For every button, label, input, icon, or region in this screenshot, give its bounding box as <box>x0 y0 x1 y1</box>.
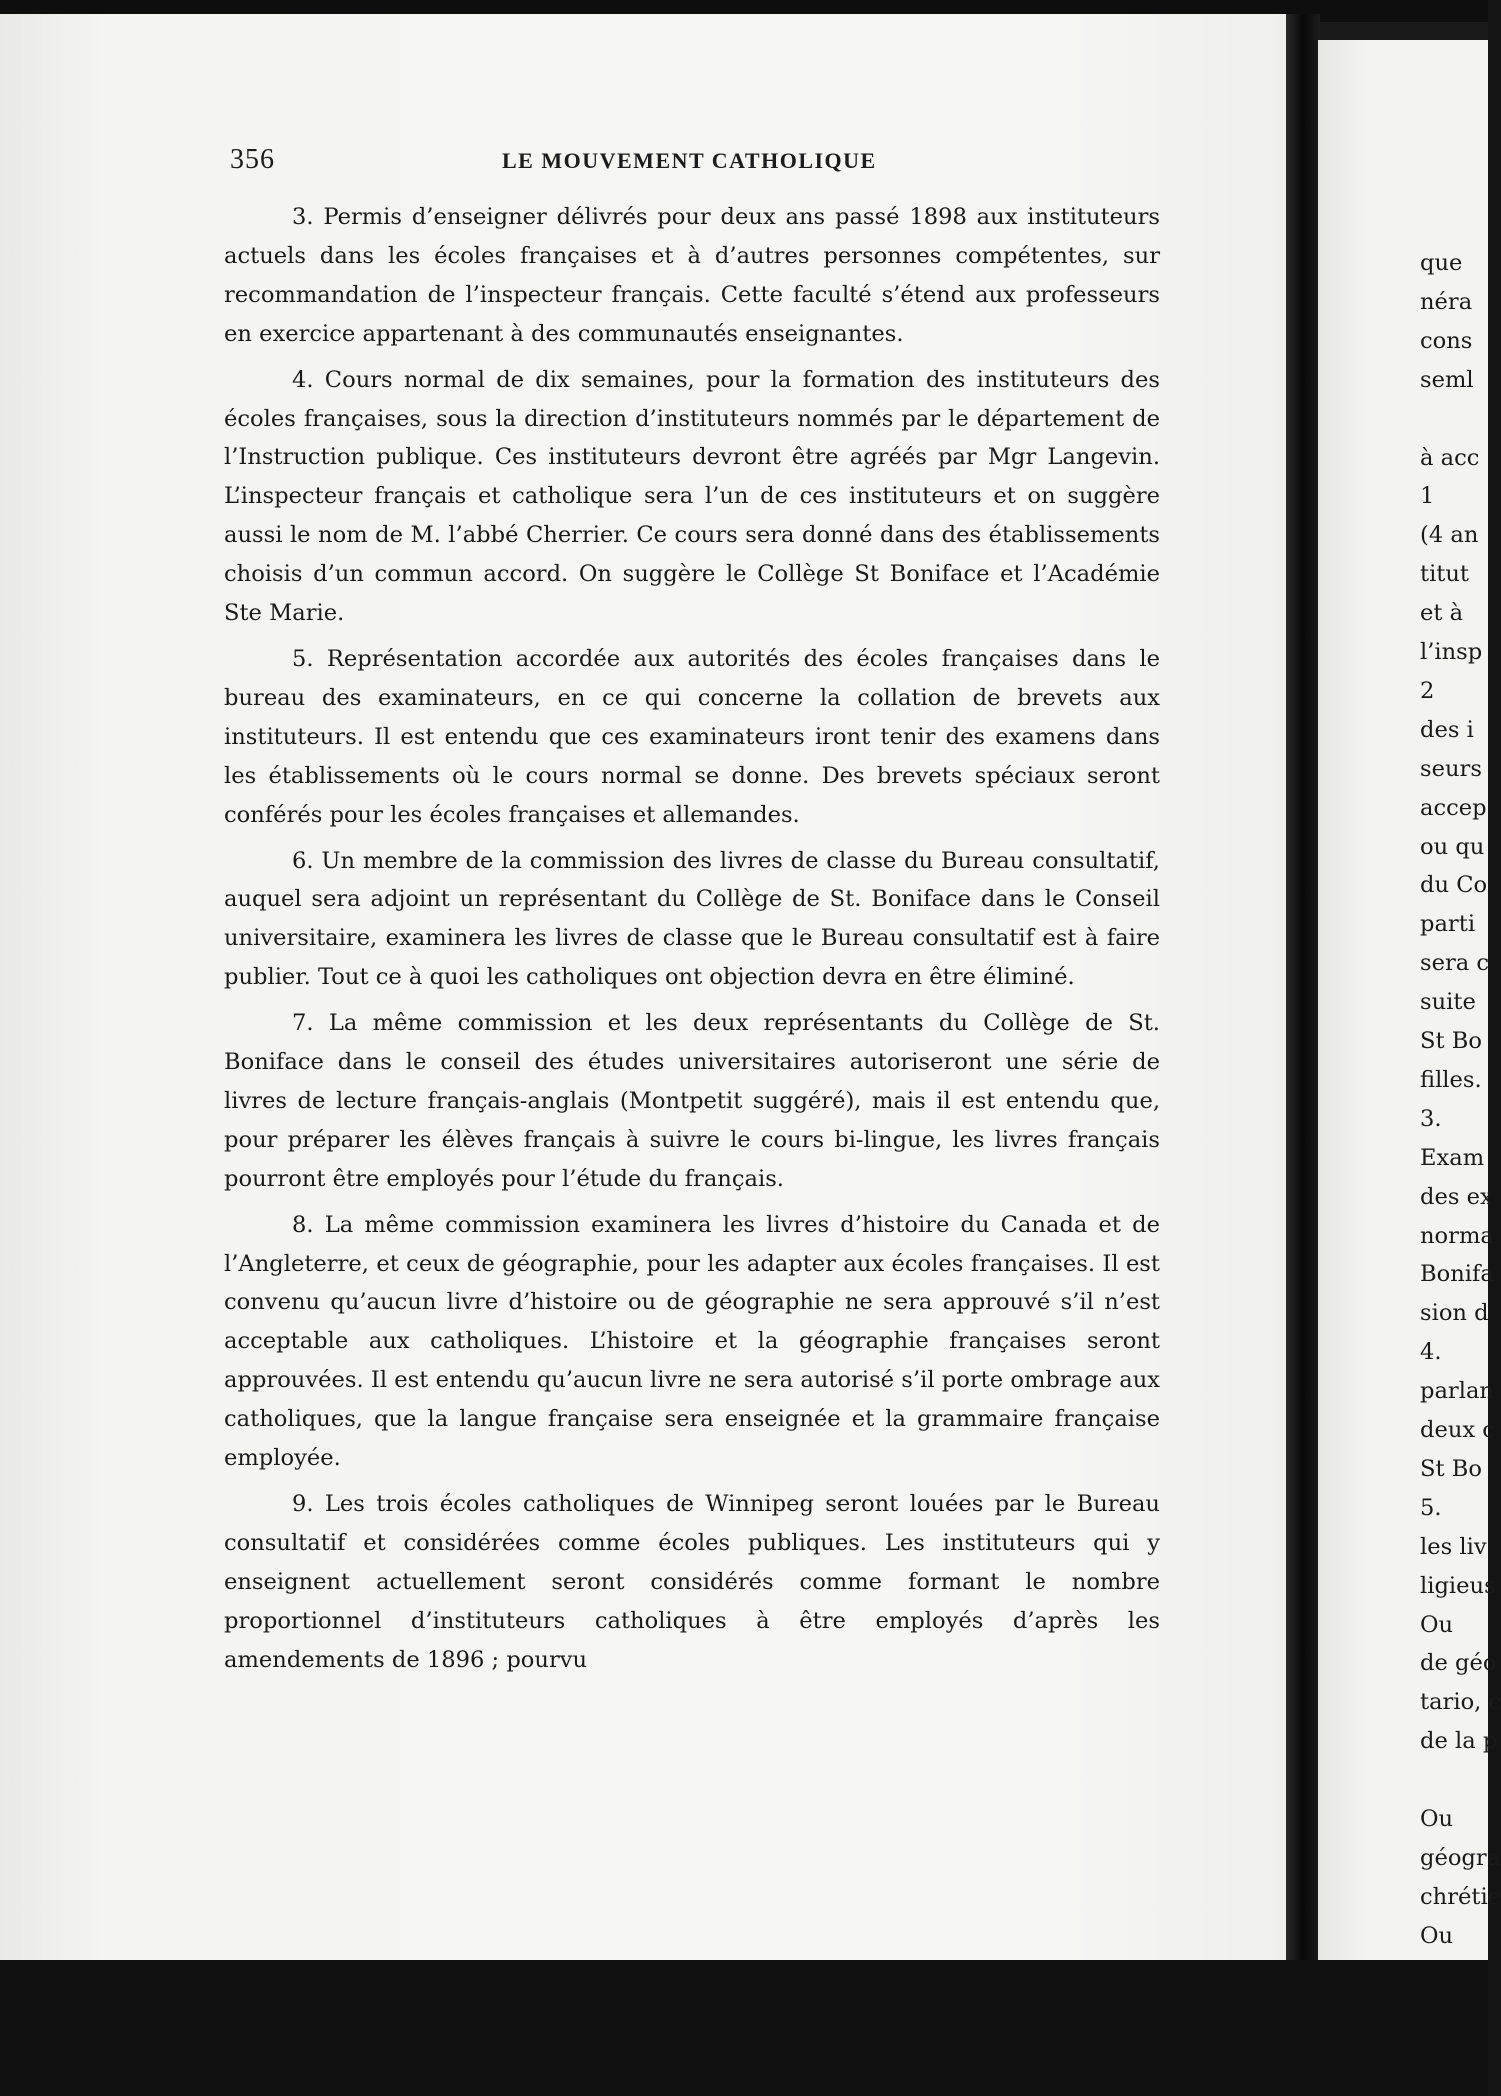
right-page-line: parti <box>1420 911 1476 938</box>
right-page-line: tario, c <box>1420 1689 1501 1716</box>
right-page-line: néra <box>1420 288 1473 315</box>
right-page-line: cons <box>1420 327 1473 354</box>
right-page-line: les liv <box>1420 1533 1487 1560</box>
right-page-line: des i <box>1420 716 1474 743</box>
right-page-line: que <box>1420 250 1463 276</box>
paragraph-9: 9. Les trois écoles catholiques de Winnipeg seront louées par le Bureau consultatif et considérées comme écoles publiques. Les instituteurs qui y enseignent actuellement seront considérés comme formant le nombre proportionnel d’instituteurs catholiques à être employés d’après les amendements de 1896 ; pourvu <box>224 1491 1160 1673</box>
right-page-line: Ou <box>1420 1806 1454 1832</box>
right-page-line: 4. <box>1420 1339 1442 1366</box>
page-number: 356 <box>230 144 275 175</box>
right-page-line: sera c <box>1420 950 1490 977</box>
right-page-line: et à <box>1420 600 1464 627</box>
paragraph-5: 5. Représentation accordée aux autorités des écoles françaises dans le bureau des examinateurs, en ce qui concerne la collation de brevets aux instituteurs. Il est entendu que ces examinateurs iront tenir des examens dans les établissements où le cours normal se donne. Des brevets spéciaux seront conférés pour les écoles françaises et allemandes. <box>224 645 1160 828</box>
right-page-line: du Co <box>1420 872 1488 899</box>
right-page-line: ligieus <box>1420 1572 1496 1599</box>
running-title: LE MOUVEMENT CATHOLIQUE <box>502 148 877 173</box>
right-page-line: (4 an <box>1420 522 1479 549</box>
right-page-line: seml <box>1420 366 1474 393</box>
paragraph-8: 8. La même commission examinera les livres d’histoire du Canada et de l’Angleterre, et ceux de géographie, pour les adapter aux écoles françaises. Il est convenu qu’aucun livre d’histoire ou de géographie ne sera approuvé s’il n’est acceptable aux catholiques. L’histoire et la géographie françaises seront approuvées. Il est entendu qu’aucun livre ne sera autorisé s’il porte ombrage aux catholiques, que la langue française sera enseignée et la grammaire française employée. <box>224 1211 1160 1472</box>
right-page-line: accep <box>1420 794 1487 821</box>
body-text <box>224 198 1160 1687</box>
right-page-line: 3. <box>1420 1105 1442 1132</box>
paragraph-3: 3. Permis d’enseigner délivrés pour deux ans passé 1898 aux instituteurs actuels dans les écoles françaises et à d’autres personnes compétentes, sur recommandation de l’inspecteur français. Cette faculté s’étend aux professeurs en exercice appartenant à des communautés enseignantes. <box>224 204 1160 347</box>
right-page-line: à acc <box>1420 444 1480 471</box>
book-gutter <box>1286 14 1320 1964</box>
right-page-line: 5. <box>1420 1494 1442 1521</box>
right-page-line: parlan <box>1420 1378 1494 1405</box>
right-page-line: chrétie <box>1420 1883 1501 1910</box>
right-page-line: de géo <box>1420 1650 1497 1677</box>
right-page-text-fragments <box>1420 250 1501 1972</box>
right-page-line: Exam <box>1420 1144 1485 1171</box>
right-page-line: 1 <box>1420 483 1435 510</box>
right-page-line: St Bo <box>1420 1455 1482 1482</box>
right-page-line: Bonifa <box>1420 1261 1494 1288</box>
right-page-line: filles. <box>1420 1066 1482 1093</box>
right-page-line: seurs <box>1420 755 1482 782</box>
right-page-line: 2 <box>1420 677 1435 704</box>
right-page-line: Ou <box>1420 1611 1454 1638</box>
right-page-line: des ex <box>1420 1183 1493 1210</box>
right-page-line: Ou <box>1420 1922 1454 1949</box>
scan-bottom-edge <box>0 1960 1488 2096</box>
right-page-line: norma <box>1420 1222 1494 1249</box>
right-page-line: deux c <box>1420 1417 1495 1443</box>
running-head <box>230 144 1160 180</box>
right-page-line: l’insp <box>1420 639 1483 665</box>
right-page-line: sion d <box>1420 1300 1489 1327</box>
right-page-line: géogra <box>1420 1844 1501 1871</box>
right-page-line: suite <box>1420 989 1476 1016</box>
right-page-line: titut <box>1420 561 1470 588</box>
paragraph-6: 6. Un membre de la commission des livres de classe du Bureau consultatif, auquel sera adjoint un représentant du Collège de St. Boniface dans le Conseil universitaire, examinera les livres de classe que le Bureau consultatif est à faire publier. Tout ce à quoi les catholiques ont objection devra en être éliminé. <box>224 847 1160 991</box>
paragraph-4: 4. Cours normal de dix semaines, pour la formation des instituteurs des écoles françaises, sous la direction d’instituteurs nommés par le département de l’Instruction publique. Ces instituteurs devront être agréés par Mgr Langevin. L’inspecteur français et catholique sera l’un de ces instituteurs et on suggère aussi le nom de M. l’abbé Cherrier. Ce cours sera donné dans des établissements choisis d’un commun accord. On suggère le Collège St Boniface et l’Académie Ste Marie. <box>224 366 1160 627</box>
paragraph-7: 7. La même commission et les deux représentants du Collège de St. Boniface dans le conseil des études universitaires autoriseront une série de livres de lecture français-anglais (Montpetit suggéré), mais il est entendu que, pour préparer les élèves français à suivre le cours bi-lingue, les livres français pourront être employés pour l’étude du français. <box>224 1010 1160 1192</box>
right-page-line: ou qu <box>1420 833 1485 860</box>
right-page-line: de la p <box>1420 1728 1498 1755</box>
right-page-line: St Bo <box>1420 1028 1482 1054</box>
